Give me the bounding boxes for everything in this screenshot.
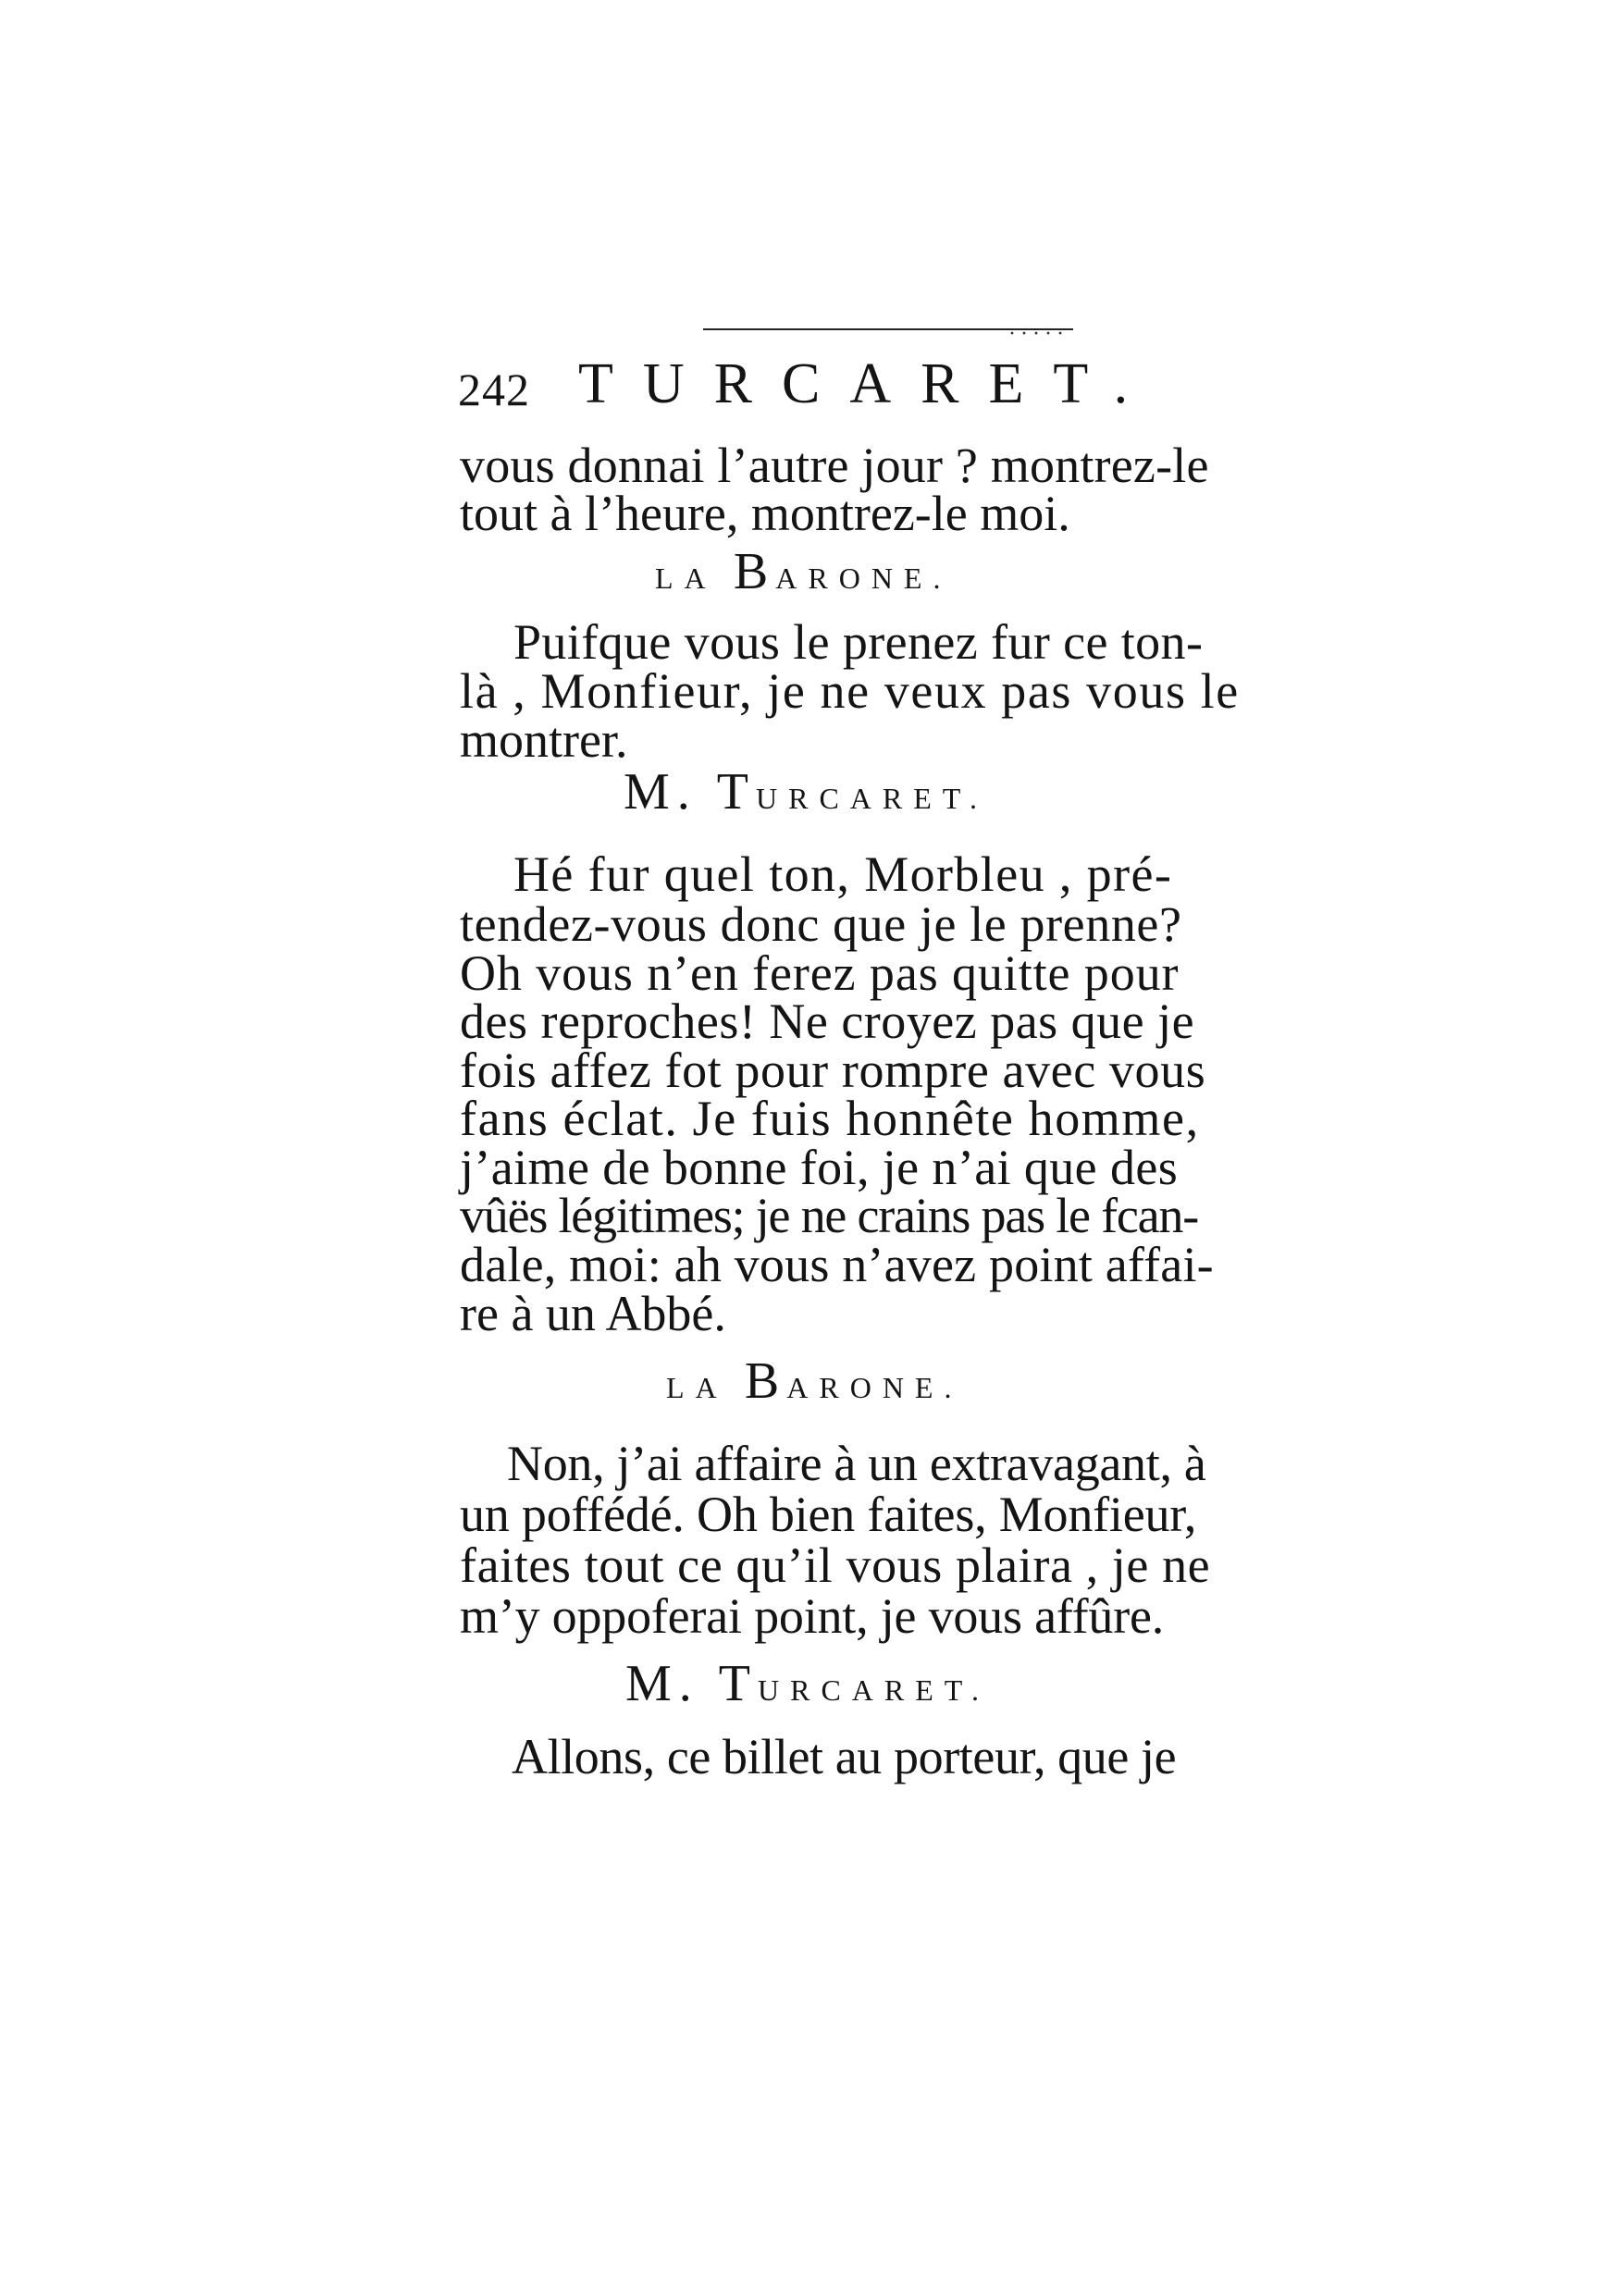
text-line: tendez-vous donc que je le prenne? bbox=[460, 896, 1182, 952]
speaker-label: LA BARONE. bbox=[655, 543, 952, 600]
header-rule-dots: ····· bbox=[1008, 322, 1069, 346]
text-line: montrer. bbox=[460, 712, 628, 768]
text-line: m’y oppoferai point, je vous affûre. bbox=[460, 1588, 1165, 1644]
text-line: dale, moi: ah vous n’avez point affai- bbox=[460, 1237, 1214, 1292]
speaker-label: M. TURCARET. bbox=[625, 1655, 990, 1712]
text-line: vûës légitimes; je ne crains pas le fcan- bbox=[460, 1188, 1198, 1243]
page-header bbox=[458, 352, 1158, 426]
speaker-label: LA BARONE. bbox=[666, 1352, 963, 1410]
text-line: vous donnai l’autre jour ? montrez-le bbox=[460, 438, 1209, 493]
text-line: fans éclat. Je fuis honnête homme, bbox=[460, 1091, 1200, 1146]
text-line: re à un Abbé. bbox=[460, 1286, 726, 1341]
text-line: j’aime de bonne foi, je n’ai que des bbox=[460, 1140, 1179, 1195]
text-line: tout à l’heure, montrez-le moi. bbox=[460, 486, 1070, 541]
text-line: Allons, ce billet au porteur, que je bbox=[512, 1729, 1177, 1784]
page-number: 242 bbox=[458, 364, 530, 415]
running-title: TURCARET. bbox=[578, 352, 1158, 415]
text-line: Oh vous n’en ferez pas quitte pour bbox=[460, 945, 1180, 1001]
text-line: un poffédé. Oh bien faites, Monfieur, bbox=[460, 1487, 1197, 1542]
text-line: Non, j’ai affaire à un extravagant, à bbox=[507, 1436, 1206, 1491]
text-line: Puifque vous le prenez fur ce ton- bbox=[513, 614, 1204, 670]
text-line: faites tout ce qu’il vous plaira , je ne bbox=[460, 1537, 1211, 1593]
speaker-label: M. TURCARET. bbox=[624, 763, 988, 821]
text-line: des reproches! Ne croyez pas que je bbox=[460, 994, 1195, 1049]
text-line: là , Monfieur, je ne veux pas vous le bbox=[460, 663, 1240, 719]
text-line: Hé fur quel ton, Morbleu , pré- bbox=[513, 846, 1173, 902]
text-line: fois affez fot pour rompre avec vous bbox=[460, 1043, 1206, 1098]
